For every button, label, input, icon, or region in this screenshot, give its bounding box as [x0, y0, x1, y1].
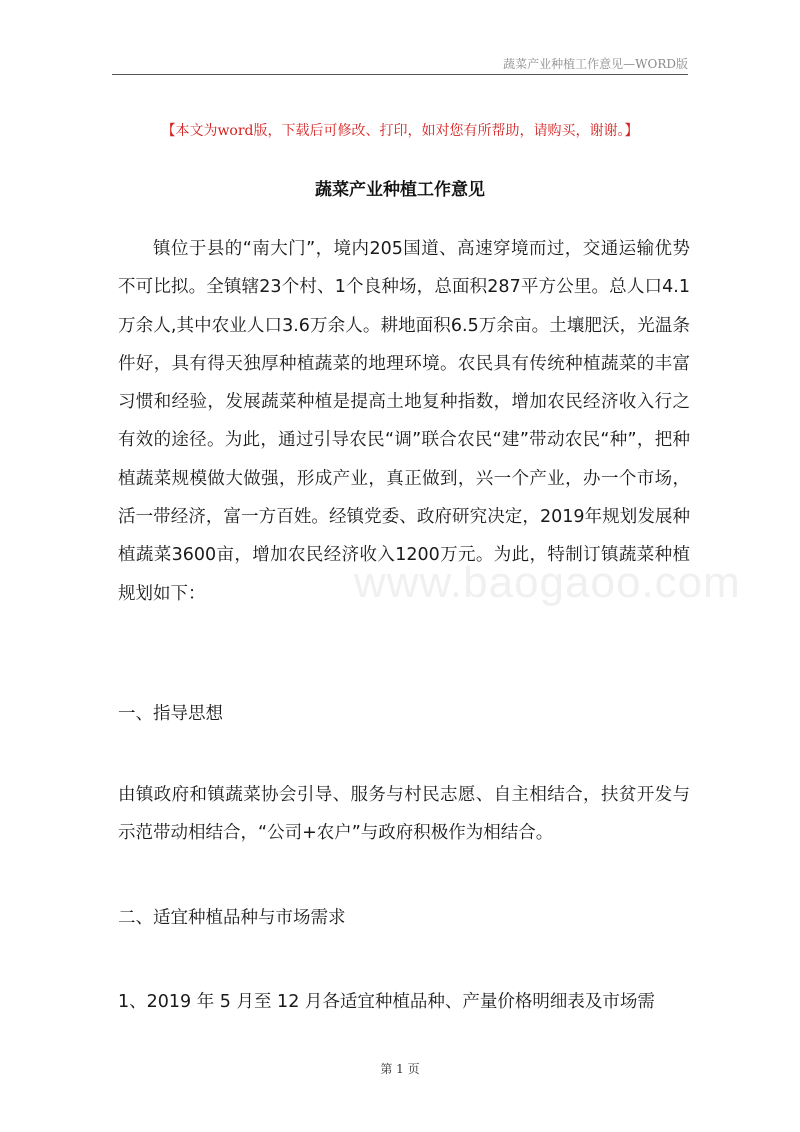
section-heading-guiding-ideology: 一、指导思想	[118, 704, 223, 724]
intro-paragraph: 镇位于县的“南大门”，境内205国道、高速穿境而过，交通运输优势不可比拟。全镇辖23个村、1个良种场，总面积287平方公里。总人口4.1万余人,其中农业人口3.6万余人。耕地面积6.5万余亩。土壤肥沃，光温条件好，具有得天独厚种植蔬菜的地理环境。农民具有传统种植蔬菜的丰富习惯和经验，发展蔬菜种植是提高土地复种指数，增加农民经济收入行之有效的途径。为此，通过引导农民“调”联合农民“建”带动农民“种”，把种植蔬菜规模做大做强，形成产业，真正做到，兴一个产业，办一个市场，活一带经济，富一方百姓。经镇党委、政府研究决定，2019年规划发展种植蔬菜3600亩，增加农民经济收入1200万元。为此，特制订镇蔬菜种植规划如下：	[118, 239, 690, 604]
guiding-ideology-paragraph: 由镇政府和镇蔬菜协会引导、服务与村民志愿、自主相结合，扶贫开发与示范带动相结合，“公司+农户”与政府积极作为相结合。	[118, 785, 690, 844]
watermark: www.baogaoo.com	[354, 558, 741, 607]
running-title: 蔬菜产业种植工作意见—WORD版	[503, 57, 688, 71]
purchase-notice: 【本文为word版，下载后可修改、打印，如对您有所帮助，请购买，谢谢。】	[161, 123, 639, 139]
page-header	[112, 52, 688, 75]
page-number: 第 1 页	[380, 1062, 420, 1076]
section-heading-varieties-market: 二、适宜种植品种与市场需求	[118, 908, 346, 928]
list-item: 1、2019 年 5 月至 12 月各适宜种植品种、产量价格明细表及市场需	[118, 992, 655, 1012]
document-title: 蔬菜产业种植工作意见	[315, 180, 485, 200]
